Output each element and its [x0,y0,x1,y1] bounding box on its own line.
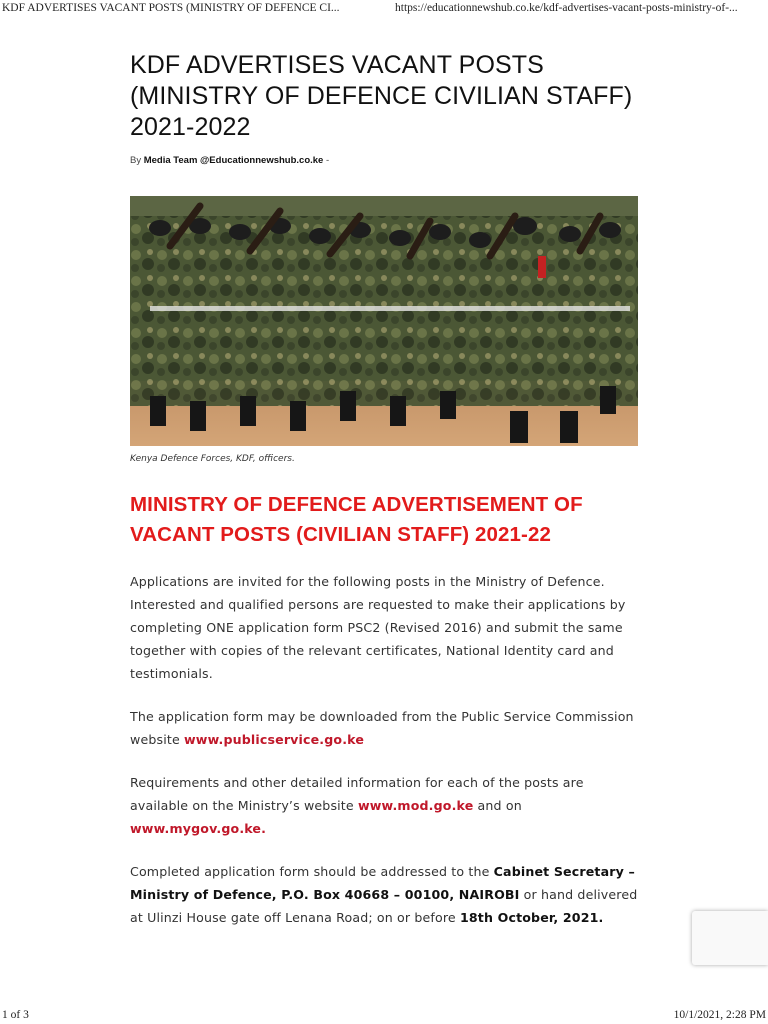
heading-line: MINISTRY OF DEFENCE ADVERTISEMENT OF [130,493,583,516]
paragraph-applications: Applications are invited for the following posts in the Ministry of Defence. Interested and qualified persons are requested to make their applications by completing ONE application form PSC2 (Revised 2016) and submit the same together with copies of the relevant certificates, National Identity card and testimonials. [130,574,626,681]
paragraph-requirements [130,771,640,840]
paragraph-download [130,705,640,751]
byline-prefix: By [130,155,142,166]
publicservice-link[interactable]: www.publicservice.go.ke [184,732,365,747]
article-title [130,50,640,143]
article [130,50,640,942]
print-header-url: https://educationnewshub.co.ke/kdf-advertises-vacant-posts-ministry-of-... [395,2,738,14]
paragraph-text: The application form may be downloaded from the Public Service Commission website [130,709,634,747]
heading-line: VACANT POSTS (CIVILIAN STAFF) 2021-22 [130,523,551,546]
print-header [0,0,768,20]
author-link[interactable]: Media Team @Educationnewshub.co.ke [143,155,324,166]
image-caption: Kenya Defence Forces, KDF, officers. [130,454,295,464]
recaptcha-badge[interactable] [692,911,768,965]
address-bold: Cabinet Secretary – Ministry of Defence, P.O. Box 40668 – 00100, NAIROBI [130,864,635,902]
mygov-link[interactable]: www.mygov.go.ke. [130,821,267,836]
title-line: 2021-2022 [130,113,251,141]
paragraph-text: and on [477,798,522,813]
title-line: KDF ADVERTISES VACANT POSTS [130,51,544,79]
paragraph-text: Requirements and other detailed information for each of the posts are available on the Ministry’s website [130,775,584,813]
page-number: 1 of 3 [2,1009,29,1021]
paragraph-text: Completed application form should be addressed to the [130,864,490,879]
mod-link[interactable]: www.mod.go.ke [357,798,474,813]
byline [130,155,640,166]
article-photo [130,196,638,446]
print-footer [0,1006,768,1024]
soldiers-marching-image [130,196,638,446]
print-header-title: KDF ADVERTISES VACANT POSTS (MINISTRY OF DEFENCE CI... [2,2,340,14]
byline-suffix: - [325,155,330,166]
deadline-bold: 18th October, 2021. [459,910,604,925]
title-line: (MINISTRY OF DEFENCE CIVILIAN STAFF) [130,82,633,110]
paragraph-text: or hand delivered at Ulinzi House gate off Lenana Road; on or before [130,887,638,925]
paragraph-submission [130,860,640,929]
section-heading [130,490,640,550]
print-datetime: 10/1/2021, 2:28 PM [673,1009,766,1021]
